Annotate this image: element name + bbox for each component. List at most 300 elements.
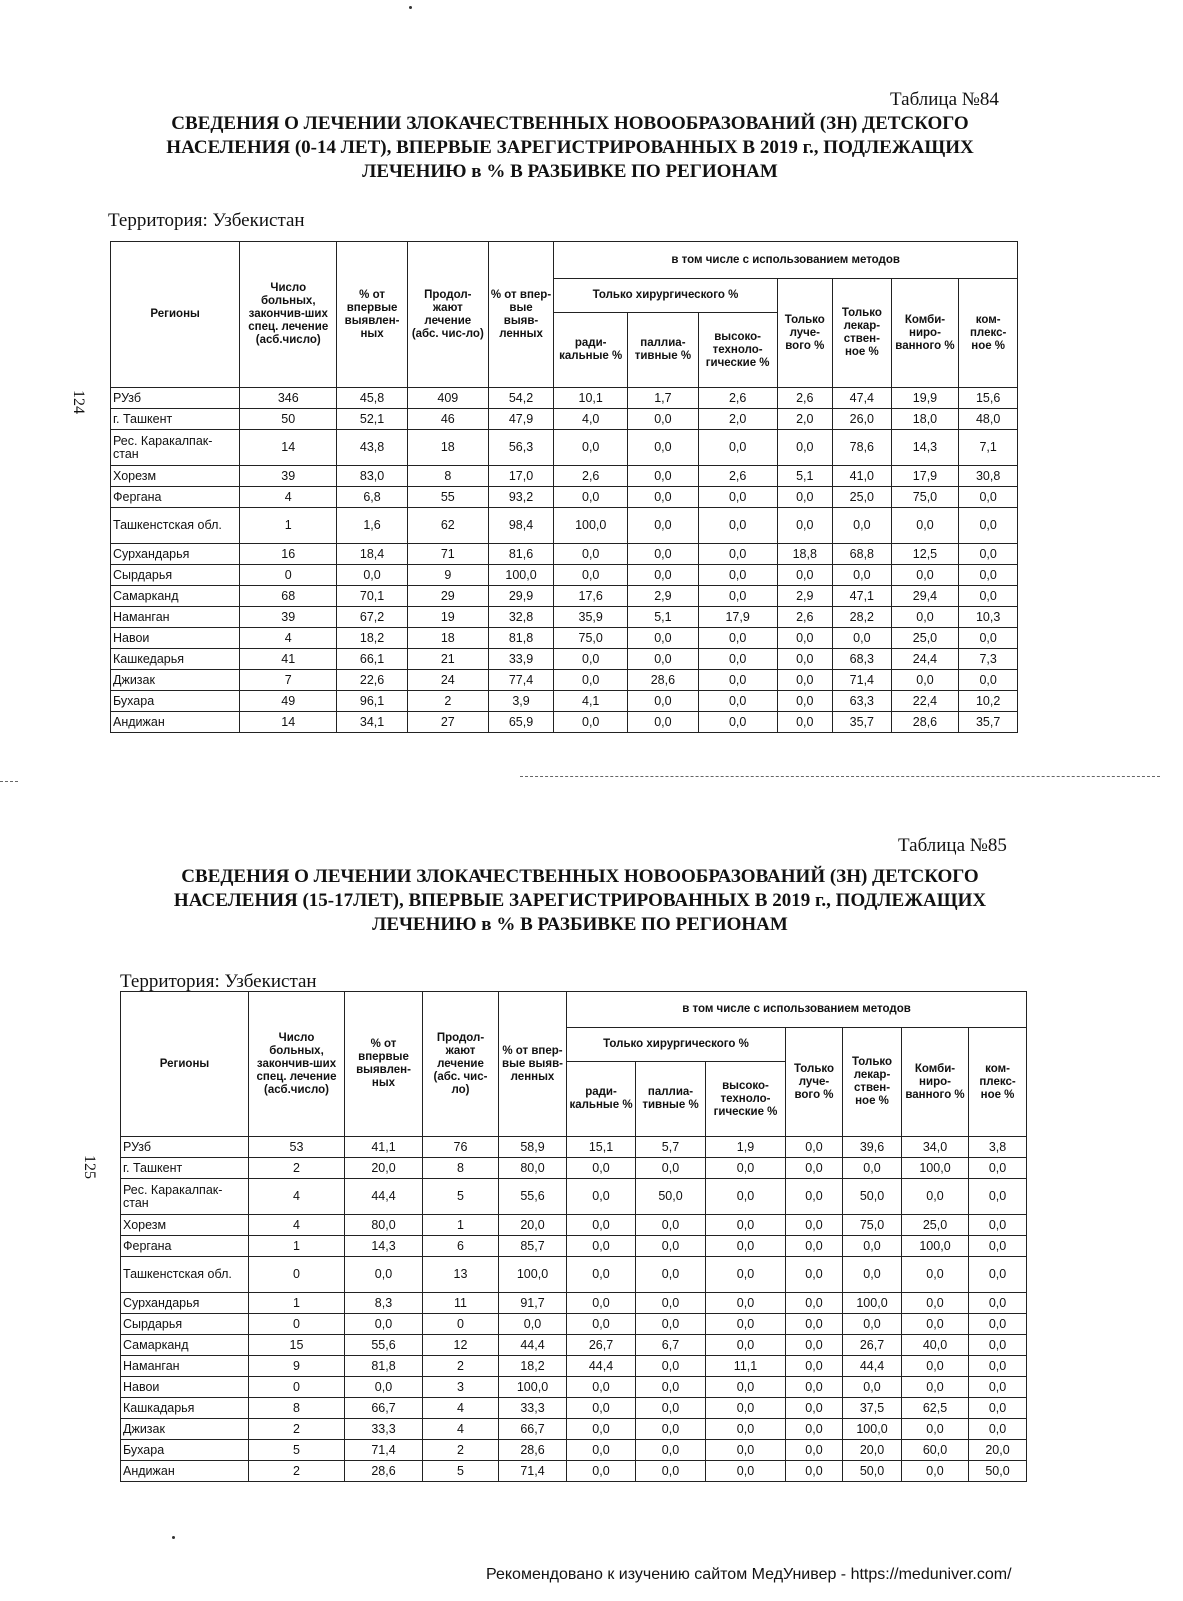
- value-cell: 2,0: [698, 409, 777, 430]
- table-row: [121, 1335, 1027, 1356]
- table-row: [121, 1314, 1027, 1335]
- header-palliative: паллиа-тивные %: [628, 313, 699, 388]
- table-85-title: СВЕДЕНИЯ О ЛЕЧЕНИИ ЗЛОКАЧЕСТВЕННЫХ НОВООБРАЗОВАНИЙ (ЗН) ДЕТСКОГО НАСЕЛЕНИЯ (15-17ЛЕТ), ВПЕРВЫЕ ЗАРЕГИСТРИРОВАННЫХ В 2019 г., ПОДЛЕЖАЩИХ ЛЕЧЕНИЮ в % В РАЗБИВКЕ ПО РЕГИОНАМ: [173, 866, 987, 935]
- header-radical: ради-кальные %: [567, 1062, 636, 1137]
- table-row: [121, 1236, 1027, 1257]
- value-cell: 14: [240, 430, 337, 466]
- region-cell: Самарканд: [111, 586, 240, 607]
- table-row: [121, 1419, 1027, 1440]
- table-row: [121, 1257, 1027, 1293]
- value-cell: 80,0: [499, 1158, 567, 1179]
- value-cell: 28,6: [345, 1461, 423, 1482]
- value-cell: 0,0: [628, 691, 699, 712]
- value-cell: 10,1: [554, 388, 628, 409]
- value-cell: 43,8: [337, 430, 408, 466]
- header-pct-first-2: % от впер-вые выяв-ленных: [499, 992, 567, 1137]
- value-cell: 35,7: [833, 712, 892, 733]
- value-cell: 0,0: [969, 1158, 1027, 1179]
- table-row: [111, 628, 1018, 649]
- value-cell: 0,0: [969, 1335, 1027, 1356]
- value-cell: 49: [240, 691, 337, 712]
- value-cell: 0: [423, 1314, 499, 1335]
- value-cell: 0,0: [636, 1398, 706, 1419]
- value-cell: 96,1: [337, 691, 408, 712]
- value-cell: 0,0: [628, 487, 699, 508]
- value-cell: 29,9: [488, 586, 554, 607]
- value-cell: 0,0: [969, 1257, 1027, 1293]
- value-cell: 81,8: [488, 628, 554, 649]
- value-cell: 0,0: [786, 1461, 843, 1482]
- region-cell: РУзб: [121, 1137, 249, 1158]
- value-cell: 0,0: [554, 430, 628, 466]
- value-cell: 0,0: [567, 1377, 636, 1398]
- value-cell: 22,6: [337, 670, 408, 691]
- value-cell: 18,2: [337, 628, 408, 649]
- region-cell: Сурхандарья: [111, 544, 240, 565]
- header-continue: Продол-жают лечение (абс. чис-ло): [423, 992, 499, 1137]
- header-combined: Комби-ниро-ванного %: [891, 279, 959, 388]
- value-cell: 56,3: [488, 430, 554, 466]
- value-cell: 20,0: [499, 1215, 567, 1236]
- value-cell: 6,8: [337, 487, 408, 508]
- header-surgery-group: Только хирургического %: [554, 279, 777, 313]
- value-cell: 0,0: [786, 1419, 843, 1440]
- value-cell: 0,0: [706, 1293, 786, 1314]
- value-cell: 0: [240, 565, 337, 586]
- value-cell: 4: [249, 1215, 345, 1236]
- table-row: [111, 670, 1018, 691]
- region-cell: Андижан: [111, 712, 240, 733]
- value-cell: 0,0: [628, 466, 699, 487]
- value-cell: 2,6: [777, 607, 833, 628]
- value-cell: 50,0: [636, 1179, 706, 1215]
- value-cell: 0,0: [567, 1419, 636, 1440]
- table-row: [121, 1179, 1027, 1215]
- value-cell: 55: [407, 487, 488, 508]
- value-cell: 0,0: [706, 1335, 786, 1356]
- value-cell: 32,8: [488, 607, 554, 628]
- value-cell: 20,0: [969, 1440, 1027, 1461]
- value-cell: 0,0: [902, 1314, 969, 1335]
- value-cell: 93,2: [488, 487, 554, 508]
- header-region: Регионы: [111, 242, 240, 388]
- value-cell: 0,0: [698, 508, 777, 544]
- value-cell: 17,9: [698, 607, 777, 628]
- value-cell: 4: [249, 1179, 345, 1215]
- value-cell: 6: [423, 1236, 499, 1257]
- value-cell: 0,0: [698, 487, 777, 508]
- region-cell: Рес. Каракалпак-стан: [121, 1179, 249, 1215]
- value-cell: 33,9: [488, 649, 554, 670]
- header-hightech: высоко-техноло-гические %: [698, 313, 777, 388]
- value-cell: 100,0: [488, 565, 554, 586]
- region-cell: Джизак: [111, 670, 240, 691]
- value-cell: 33,3: [499, 1398, 567, 1419]
- value-cell: 2: [249, 1158, 345, 1179]
- value-cell: 35,9: [554, 607, 628, 628]
- header-combined: Комби-ниро-ванного %: [902, 1028, 969, 1137]
- value-cell: 71,4: [833, 670, 892, 691]
- value-cell: 0,0: [628, 430, 699, 466]
- region-cell: Ташкенстская обл.: [111, 508, 240, 544]
- value-cell: 100,0: [902, 1158, 969, 1179]
- value-cell: 30,8: [959, 466, 1018, 487]
- value-cell: 0,0: [833, 628, 892, 649]
- separator-right: [520, 776, 1160, 777]
- value-cell: 8: [407, 466, 488, 487]
- value-cell: 0,0: [628, 565, 699, 586]
- value-cell: 5,1: [777, 466, 833, 487]
- value-cell: 0,0: [706, 1461, 786, 1482]
- value-cell: 41: [240, 649, 337, 670]
- value-cell: 0,0: [636, 1314, 706, 1335]
- value-cell: 20,0: [843, 1440, 902, 1461]
- value-cell: 8: [249, 1398, 345, 1419]
- value-cell: 91,7: [499, 1293, 567, 1314]
- region-cell: Навои: [111, 628, 240, 649]
- value-cell: 60,0: [902, 1440, 969, 1461]
- value-cell: 4: [423, 1419, 499, 1440]
- value-cell: 0,0: [567, 1257, 636, 1293]
- value-cell: 29,4: [891, 586, 959, 607]
- value-cell: 0,0: [786, 1314, 843, 1335]
- value-cell: 0,0: [636, 1356, 706, 1377]
- table-row: [111, 508, 1018, 544]
- value-cell: 0,0: [891, 508, 959, 544]
- value-cell: 41,1: [345, 1137, 423, 1158]
- value-cell: 1,7: [628, 388, 699, 409]
- value-cell: 0,0: [628, 712, 699, 733]
- table-row: [121, 1398, 1027, 1419]
- value-cell: 0,0: [636, 1257, 706, 1293]
- value-cell: 0,0: [843, 1314, 902, 1335]
- value-cell: 0,0: [969, 1377, 1027, 1398]
- value-cell: 67,2: [337, 607, 408, 628]
- value-cell: 18,4: [337, 544, 408, 565]
- table-85-number: Таблица №85: [898, 835, 1007, 856]
- value-cell: 0,0: [698, 649, 777, 670]
- value-cell: 2,6: [698, 388, 777, 409]
- value-cell: 0,0: [554, 565, 628, 586]
- value-cell: 83,0: [337, 466, 408, 487]
- value-cell: 0: [249, 1314, 345, 1335]
- value-cell: 0,0: [554, 712, 628, 733]
- value-cell: 28,6: [499, 1440, 567, 1461]
- value-cell: 2: [407, 691, 488, 712]
- table-row: [111, 565, 1018, 586]
- value-cell: 0,0: [969, 1356, 1027, 1377]
- value-cell: 0,0: [628, 544, 699, 565]
- value-cell: 0,0: [698, 628, 777, 649]
- value-cell: 0,0: [843, 1158, 902, 1179]
- value-cell: 81,6: [488, 544, 554, 565]
- table-row: [121, 1215, 1027, 1236]
- value-cell: 0,0: [786, 1137, 843, 1158]
- value-cell: 80,0: [345, 1215, 423, 1236]
- value-cell: 0,0: [959, 628, 1018, 649]
- value-cell: 44,4: [345, 1179, 423, 1215]
- region-cell: Кашкадарья: [121, 1398, 249, 1419]
- value-cell: 0,0: [777, 430, 833, 466]
- value-cell: 2,0: [777, 409, 833, 430]
- value-cell: 2: [423, 1440, 499, 1461]
- value-cell: 0,0: [959, 670, 1018, 691]
- value-cell: 2: [249, 1419, 345, 1440]
- value-cell: 66,7: [499, 1419, 567, 1440]
- header-region: Регионы: [121, 992, 249, 1137]
- value-cell: 0,0: [706, 1236, 786, 1257]
- value-cell: 15,6: [959, 388, 1018, 409]
- value-cell: 0,0: [636, 1461, 706, 1482]
- value-cell: 75,0: [843, 1215, 902, 1236]
- header-pct-first: % от впервые выявлен-ных: [337, 242, 408, 388]
- value-cell: 25,0: [833, 487, 892, 508]
- region-cell: Ташкенстская обл.: [121, 1257, 249, 1293]
- value-cell: 0,0: [698, 565, 777, 586]
- value-cell: 0,0: [777, 712, 833, 733]
- value-cell: 1,9: [706, 1137, 786, 1158]
- value-cell: 0,0: [786, 1398, 843, 1419]
- value-cell: 28,2: [833, 607, 892, 628]
- value-cell: 28,6: [891, 712, 959, 733]
- value-cell: 0,0: [706, 1398, 786, 1419]
- value-cell: 98,4: [488, 508, 554, 544]
- value-cell: 100,0: [499, 1377, 567, 1398]
- value-cell: 0,0: [891, 607, 959, 628]
- value-cell: 46: [407, 409, 488, 430]
- value-cell: 0,0: [786, 1293, 843, 1314]
- value-cell: 50,0: [969, 1461, 1027, 1482]
- value-cell: 0,0: [902, 1419, 969, 1440]
- table-84: [110, 241, 1018, 733]
- value-cell: 0,0: [567, 1236, 636, 1257]
- table-row: [111, 466, 1018, 487]
- value-cell: 40,0: [902, 1335, 969, 1356]
- value-cell: 75,0: [891, 487, 959, 508]
- value-cell: 0,0: [567, 1179, 636, 1215]
- value-cell: 18: [407, 430, 488, 466]
- value-cell: 4,0: [554, 409, 628, 430]
- value-cell: 0,0: [567, 1314, 636, 1335]
- value-cell: 27: [407, 712, 488, 733]
- value-cell: 28,6: [628, 670, 699, 691]
- value-cell: 0,0: [706, 1257, 786, 1293]
- value-cell: 0,0: [636, 1236, 706, 1257]
- value-cell: 68: [240, 586, 337, 607]
- header-surgery-group: Только хирургического %: [567, 1028, 786, 1062]
- value-cell: 8: [423, 1158, 499, 1179]
- value-cell: 0,0: [698, 712, 777, 733]
- value-cell: 66,7: [345, 1398, 423, 1419]
- value-cell: 0,0: [636, 1440, 706, 1461]
- header-complex: ком-плекс-ное %: [959, 279, 1018, 388]
- value-cell: 3,8: [969, 1137, 1027, 1158]
- value-cell: 4,1: [554, 691, 628, 712]
- value-cell: 34,1: [337, 712, 408, 733]
- table-row: [111, 649, 1018, 670]
- region-cell: Кашкедарья: [111, 649, 240, 670]
- value-cell: 7,3: [959, 649, 1018, 670]
- region-cell: Сурхандарья: [121, 1293, 249, 1314]
- value-cell: 0,0: [706, 1419, 786, 1440]
- table-85-territory: Территория: Узбекистан: [120, 971, 317, 992]
- value-cell: 0,0: [554, 670, 628, 691]
- value-cell: 3,9: [488, 691, 554, 712]
- value-cell: 0,0: [969, 1398, 1027, 1419]
- value-cell: 39,6: [843, 1137, 902, 1158]
- header-methods-group: в том числе с использованием методов: [554, 242, 1018, 279]
- value-cell: 0,0: [786, 1236, 843, 1257]
- value-cell: 0,0: [786, 1179, 843, 1215]
- table-row: [121, 1440, 1027, 1461]
- region-cell: Фергана: [111, 487, 240, 508]
- region-cell: Рес. Каракалпак-стан: [111, 430, 240, 466]
- header-complex: ком-плекс-ное %: [969, 1028, 1027, 1137]
- value-cell: 4: [240, 628, 337, 649]
- value-cell: 0,0: [959, 565, 1018, 586]
- table-row: [121, 1137, 1027, 1158]
- value-cell: 0,0: [567, 1215, 636, 1236]
- value-cell: 0,0: [636, 1158, 706, 1179]
- value-cell: 1: [249, 1236, 345, 1257]
- value-cell: 50,0: [843, 1461, 902, 1482]
- value-cell: 41,0: [833, 466, 892, 487]
- region-cell: Сырдарья: [121, 1314, 249, 1335]
- table-85: [120, 991, 1027, 1482]
- value-cell: 15,1: [567, 1137, 636, 1158]
- value-cell: 0,0: [959, 508, 1018, 544]
- value-cell: 81,8: [345, 1356, 423, 1377]
- table-row: [111, 409, 1018, 430]
- value-cell: 0,0: [969, 1314, 1027, 1335]
- value-cell: 26,7: [567, 1335, 636, 1356]
- region-cell: Андижан: [121, 1461, 249, 1482]
- value-cell: 0,0: [698, 586, 777, 607]
- header-pct-first-2: % от впер-вые выяв-ленных: [488, 242, 554, 388]
- value-cell: 0,0: [786, 1377, 843, 1398]
- value-cell: 0,0: [698, 544, 777, 565]
- header-continue: Продол-жают лечение (абс. чис-ло): [407, 242, 488, 388]
- value-cell: 20,0: [345, 1158, 423, 1179]
- header-hightech: высоко-техноло-гические %: [706, 1062, 786, 1137]
- value-cell: 0,0: [628, 628, 699, 649]
- value-cell: 0,0: [959, 586, 1018, 607]
- value-cell: 66,1: [337, 649, 408, 670]
- table-84-number: Таблица №84: [890, 89, 999, 110]
- value-cell: 0,0: [786, 1356, 843, 1377]
- value-cell: 0,0: [567, 1440, 636, 1461]
- scan-speck: [409, 6, 412, 9]
- value-cell: 8,3: [345, 1293, 423, 1314]
- table-84-territory: Территория: Узбекистан: [108, 210, 305, 231]
- value-cell: 0,0: [777, 670, 833, 691]
- value-cell: 29: [407, 586, 488, 607]
- value-cell: 0,0: [499, 1314, 567, 1335]
- value-cell: 100,0: [843, 1419, 902, 1440]
- value-cell: 0,0: [959, 487, 1018, 508]
- value-cell: 0,0: [554, 487, 628, 508]
- value-cell: 2: [249, 1461, 345, 1482]
- value-cell: 1,6: [337, 508, 408, 544]
- value-cell: 85,7: [499, 1236, 567, 1257]
- value-cell: 0,0: [698, 670, 777, 691]
- value-cell: 5: [423, 1461, 499, 1482]
- value-cell: 14,3: [345, 1236, 423, 1257]
- region-cell: г. Ташкент: [111, 409, 240, 430]
- region-cell: Навои: [121, 1377, 249, 1398]
- value-cell: 44,4: [567, 1356, 636, 1377]
- value-cell: 0,0: [777, 487, 833, 508]
- region-cell: Хорезм: [121, 1215, 249, 1236]
- value-cell: 62,5: [902, 1398, 969, 1419]
- value-cell: 100,0: [902, 1236, 969, 1257]
- value-cell: 5,7: [636, 1137, 706, 1158]
- value-cell: 0,0: [706, 1377, 786, 1398]
- value-cell: 71,4: [499, 1461, 567, 1482]
- value-cell: 76: [423, 1137, 499, 1158]
- value-cell: 0,0: [337, 565, 408, 586]
- value-cell: 10,2: [959, 691, 1018, 712]
- value-cell: 0,0: [959, 544, 1018, 565]
- value-cell: 63,3: [833, 691, 892, 712]
- table-row: [111, 691, 1018, 712]
- table-row: [111, 544, 1018, 565]
- region-cell: Бухара: [121, 1440, 249, 1461]
- value-cell: 0,0: [628, 508, 699, 544]
- value-cell: 52,1: [337, 409, 408, 430]
- value-cell: 7,1: [959, 430, 1018, 466]
- page-number-124: 124: [70, 390, 87, 414]
- header-finished: Число больных, закончив-ших спец. лечение (асб.число): [240, 242, 337, 388]
- value-cell: 39: [240, 466, 337, 487]
- value-cell: 5,1: [628, 607, 699, 628]
- value-cell: 3: [423, 1377, 499, 1398]
- header-radiation: Только луче-вого %: [786, 1028, 843, 1137]
- value-cell: 2,6: [777, 388, 833, 409]
- table-row: [121, 1461, 1027, 1482]
- value-cell: 0,0: [567, 1398, 636, 1419]
- header-drug: Только лекар-ствен-ное %: [833, 279, 892, 388]
- value-cell: 0,0: [902, 1293, 969, 1314]
- header-drug: Только лекар-ствен-ное %: [843, 1028, 902, 1137]
- value-cell: 0,0: [902, 1179, 969, 1215]
- value-cell: 24,4: [891, 649, 959, 670]
- value-cell: 47,9: [488, 409, 554, 430]
- table-row: [121, 1293, 1027, 1314]
- value-cell: 19,9: [891, 388, 959, 409]
- value-cell: 15: [249, 1335, 345, 1356]
- region-cell: Джизак: [121, 1419, 249, 1440]
- value-cell: 17,0: [488, 466, 554, 487]
- value-cell: 0,0: [902, 1461, 969, 1482]
- value-cell: 62: [407, 508, 488, 544]
- value-cell: 12,5: [891, 544, 959, 565]
- value-cell: 0,0: [777, 565, 833, 586]
- value-cell: 0,0: [636, 1377, 706, 1398]
- value-cell: 25,0: [891, 628, 959, 649]
- value-cell: 0,0: [786, 1257, 843, 1293]
- value-cell: 0,0: [706, 1158, 786, 1179]
- value-cell: 0,0: [969, 1179, 1027, 1215]
- value-cell: 75,0: [554, 628, 628, 649]
- value-cell: 0,0: [843, 1236, 902, 1257]
- value-cell: 65,9: [488, 712, 554, 733]
- value-cell: 2,6: [554, 466, 628, 487]
- header-methods-group: в том числе с использованием методов: [567, 992, 1027, 1028]
- value-cell: 18,0: [891, 409, 959, 430]
- scan-speck: [172, 1536, 175, 1539]
- value-cell: 0,0: [969, 1419, 1027, 1440]
